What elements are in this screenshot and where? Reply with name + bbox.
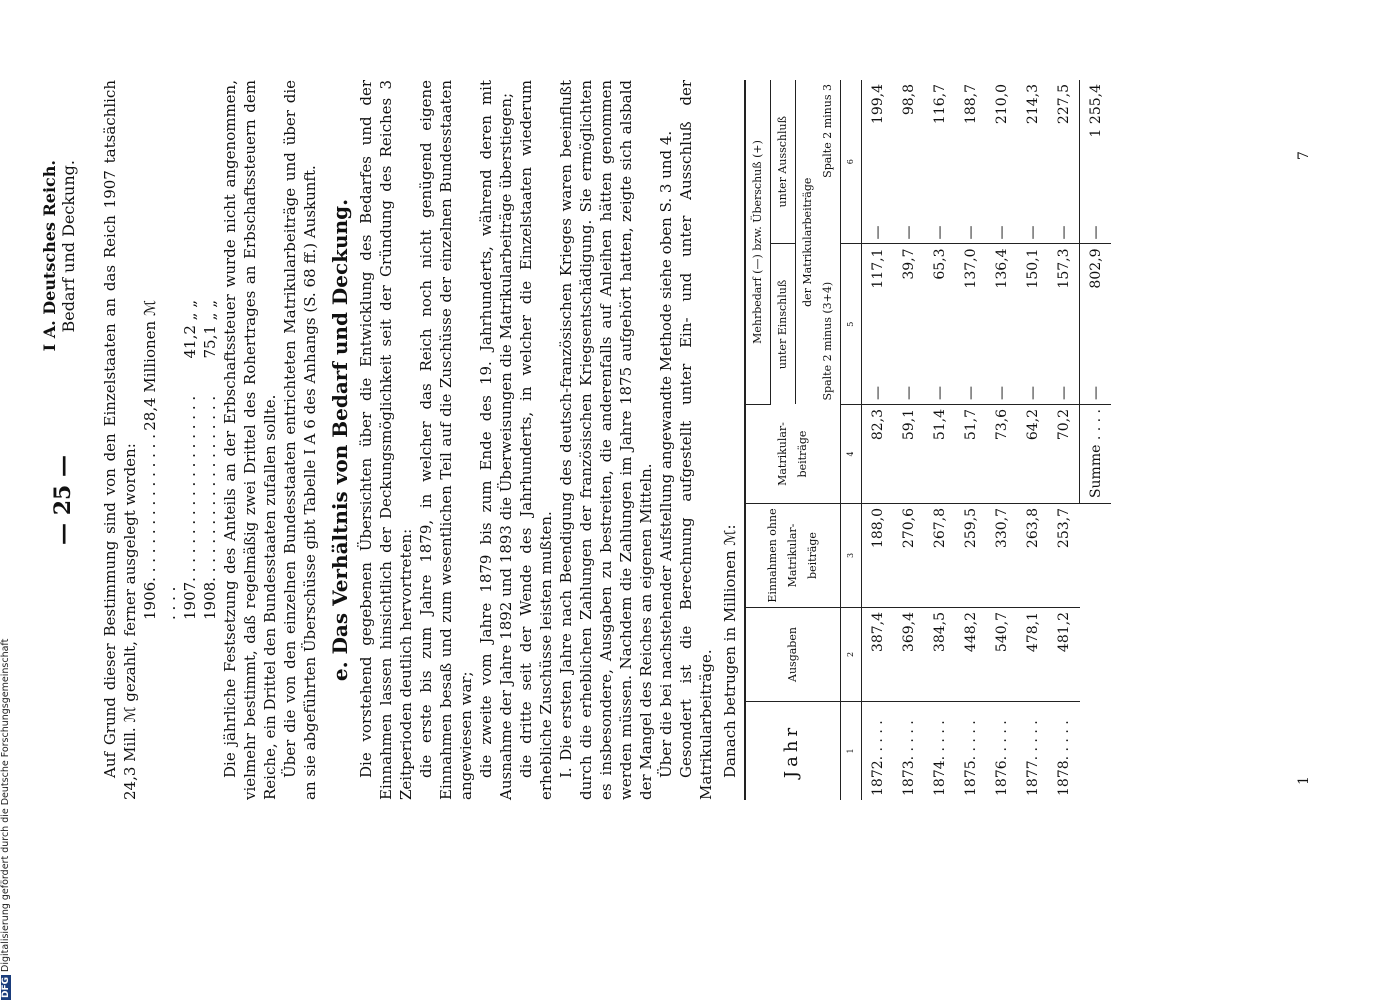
cell-spalte6: — 98,8 [893, 80, 924, 244]
col-header-der-matrikular: der Matrikularbeiträge Spalte 2 minus (3+4) Spalte 2 minus 3 [796, 80, 841, 405]
amount-row [200, 300, 220, 620]
cell-spalte5: — 117,1 [862, 244, 894, 405]
amount-label: 1908. . . . . . . . . . . . . . . . . . . . [201, 395, 219, 620]
table-caption: Danach betrugen in Millionen ℳ: [721, 524, 739, 778]
cell-einnahmen: 188,0 [862, 504, 894, 608]
cell-spalte5: — 136,4 [986, 244, 1017, 405]
cell-spalte6: — 188,7 [955, 80, 986, 244]
cell-spalte6: — 116,7 [924, 80, 955, 244]
cell-spalte6: — 210,0 [986, 80, 1017, 244]
cell-year: 1872. . . . . [869, 720, 886, 796]
section-paragraph-5: I. Die ersten Jahre nach Beendigung des deutsch-französischen Krieges waren beeinflußt durch die erheblichen Zahlungen der französischen Kriegsentschädigung. Sie ermöglichten es insbesondere, Ausgaben zu bestreiten, die anderenfalls auf Anleihen hätten genommen werden müssen. Nachdem die Zahlungen im Jahre 1875 aufgehört hatten, zeigte sich alsbald der Mangel des Reiches an eigenen Mitteln. [557, 80, 655, 800]
sum-label: Summe . . . . [1080, 405, 1112, 504]
main-text [100, 80, 1111, 800]
cell-year: 1874. . . . . [931, 720, 948, 796]
cell-ausgaben: 448,2 [955, 608, 986, 702]
table-row [1017, 80, 1048, 800]
running-header-line1: I A. Deutsches Reich. [40, 160, 59, 352]
cell-year: 1875. . . . . [962, 720, 979, 796]
table-row [1048, 80, 1080, 800]
amount-value: 75,1 „ „ [201, 300, 219, 359]
cell-spalte6: — 227,5 [1048, 80, 1080, 244]
digitization-credit [0, 639, 11, 1000]
cell-ausgaben: 384,5 [924, 608, 955, 702]
credit-text: Digitalisierung gefördert durch die Deutsche Forschungsgemeinschaft [0, 638, 11, 972]
intro-paragraph-1: Auf Grund dieser Bestimmung sind von den Einzelstaaten an das Reich 1907 tatsächlich 24,3 Mill. ℳ gezahlt, ferner ausgelegt worden: [101, 80, 139, 800]
dfg-logo: DFG [1, 976, 11, 998]
cell-matrikular: 51,7 [955, 405, 986, 504]
cell-year: 1877. . . . . [1024, 720, 1041, 796]
col-number: 5 [841, 244, 862, 405]
cell-ausgaben: 387,4 [862, 608, 894, 702]
col-header-einschluss: unter Einschluß [771, 244, 796, 405]
cell-einnahmen: 259,5 [955, 504, 986, 608]
section-paragraph-4: die dritte seit der Wende des Jahrhunderts, in welcher die Einzelstaaten wiederum erhebliche Zuschüsse leisten mußten. [517, 80, 555, 800]
amount-row [180, 300, 200, 620]
cell-einnahmen: 263,8 [1017, 504, 1048, 608]
sum-spalte6: — 1 255,4 [1080, 80, 1112, 244]
col-header-matrikular: Matrikular-beiträge [745, 405, 841, 504]
amount-label: 1906. . . . . . . . . . . . . . . . . . . . [141, 434, 179, 620]
sum-row [1080, 80, 1112, 800]
col-number: 6 [841, 80, 862, 244]
cell-einnahmen: 267,8 [924, 504, 955, 608]
amount-row [140, 300, 180, 620]
section-paragraph-7: Gesondert ist die Berechnung aufgestellt unter Ein- und unter Ausschluß der Matrikularbeiträge. [677, 80, 715, 800]
finance-table [744, 80, 1111, 800]
cell-spalte5: — 137,0 [955, 244, 986, 405]
table-row [893, 80, 924, 800]
table-row [955, 80, 986, 800]
col-number: 2 [841, 608, 862, 702]
cell-matrikular: 82,3 [862, 405, 894, 504]
cell-spalte5: — 39,7 [893, 244, 924, 405]
sum-spalte5: — 802,9 [1080, 244, 1112, 405]
cell-einnahmen: 270,6 [893, 504, 924, 608]
cell-year: 1878. . . . . [1055, 720, 1072, 796]
col-header-jahr: Jahr [745, 702, 841, 801]
col-header-einnahmen: Einnahmen ohne Matrikular-beiträge [745, 504, 841, 608]
cell-spalte5: — 65,3 [924, 244, 955, 405]
cell-ausgaben: 478,1 [1017, 608, 1048, 702]
table-row [862, 80, 894, 800]
amounts-list [140, 80, 220, 800]
cell-matrikular: 59,1 [893, 405, 924, 504]
section-paragraph-2: die erste bis zum Jahre 1879, in welcher das Reich noch nicht genügend eigene Einnahmen besaß und zum wesentlichen Teil auf die Zuschüsse der einzelnen Bundesstaaten angewiesen war; [417, 80, 475, 800]
section-paragraph-3: die zweite vom Jahre 1879 bis zum Ende des 19. Jahrhunderts, während deren mit Ausnahme der Jahre 1892 und 1893 die Überweisungen die Matrikularbeiträge überstiegen; [477, 80, 515, 800]
section-paragraph-6: Über die bei nachstehender Aufstellung angewandte Methode siehe oben S. 3 und 4. [657, 130, 675, 778]
cell-ausgaben: 369,4 [893, 608, 924, 702]
cell-spalte6: — 199,4 [862, 80, 894, 244]
col-header-ausgaben: Ausgaben [745, 608, 841, 702]
col-number: 3 [841, 504, 862, 608]
col-formula-6: Spalte 2 minus 3 [821, 84, 834, 178]
col-number: 1 [841, 702, 862, 801]
cell-matrikular: 51,4 [924, 405, 955, 504]
cell-matrikular: 64,2 [1017, 405, 1048, 504]
table-row [924, 80, 955, 800]
col-number: 4 [841, 405, 862, 504]
cell-year: 1873. . . . . [900, 720, 917, 796]
col-header-mehrbedarf: Mehrbedarf (—) bzw. Überschuß (+) [745, 80, 771, 405]
cell-einnahmen: 253,7 [1048, 504, 1080, 608]
intro-paragraph-3: Über die von den einzelnen Bundesstaaten entrichteten Matrikularbeiträge und über die an sie abgeführten Überschüsse gibt Tabelle I A 6 des Anhangs (S. 68 ff.) Auskunft. [281, 80, 319, 800]
footer-signature-left: 1 [1296, 776, 1312, 785]
section-paragraph-1: Die vorstehend gegebenen Übersichten über die Entwicklung des Bedarfes und der Einnahmen lassen hinsichtlich der Deckungsmöglichkeit seit der Gründung des Reiches 3 Zeitperioden deutlich hervortreten: [357, 80, 415, 800]
col-formula-5: Spalte 2 minus (3+4) [821, 281, 834, 401]
footer-signature-right: 7 [1296, 151, 1312, 160]
running-header [40, 160, 78, 351]
cell-spalte5: — 150,1 [1017, 244, 1048, 405]
amount-value: 41,2 „ „ [181, 300, 199, 359]
cell-einnahmen: 330,7 [986, 504, 1017, 608]
cell-ausgaben: 481,2 [1048, 608, 1080, 702]
cell-year: 1876. . . . . [993, 720, 1010, 796]
section-heading: e. Das Verhältnis von Bedarf und Deckung. [328, 198, 352, 682]
running-header-line2: Bedarf und Deckung. [59, 160, 78, 333]
cell-matrikular: 70,2 [1048, 405, 1080, 504]
cell-ausgaben: 540,7 [986, 608, 1017, 702]
table-row [986, 80, 1017, 800]
cell-spalte5: — 157,3 [1048, 244, 1080, 405]
cell-matrikular: 73,6 [986, 405, 1017, 504]
col-header-ausschluss: unter Ausschluß [771, 80, 796, 244]
intro-paragraph-2: Die jährliche Festsetzung des Anteils an der Erbschaftssteuer wurde nicht angenommen, vielmehr bestimmt, daß regelmäßig zwei Drittel des Rohertrages an Erbschaftssteuern dem Reiche, ein Drittel den Bundesstaaten zufallen sollte. [221, 80, 279, 800]
amount-value: 28,4 Millionen ℳ [141, 300, 159, 431]
cell-spalte6: — 214,3 [1017, 80, 1048, 244]
amount-label: 1907. . . . . . . . . . . . . . . . . . . . [181, 395, 199, 620]
page-number: — 25 — [50, 455, 76, 545]
